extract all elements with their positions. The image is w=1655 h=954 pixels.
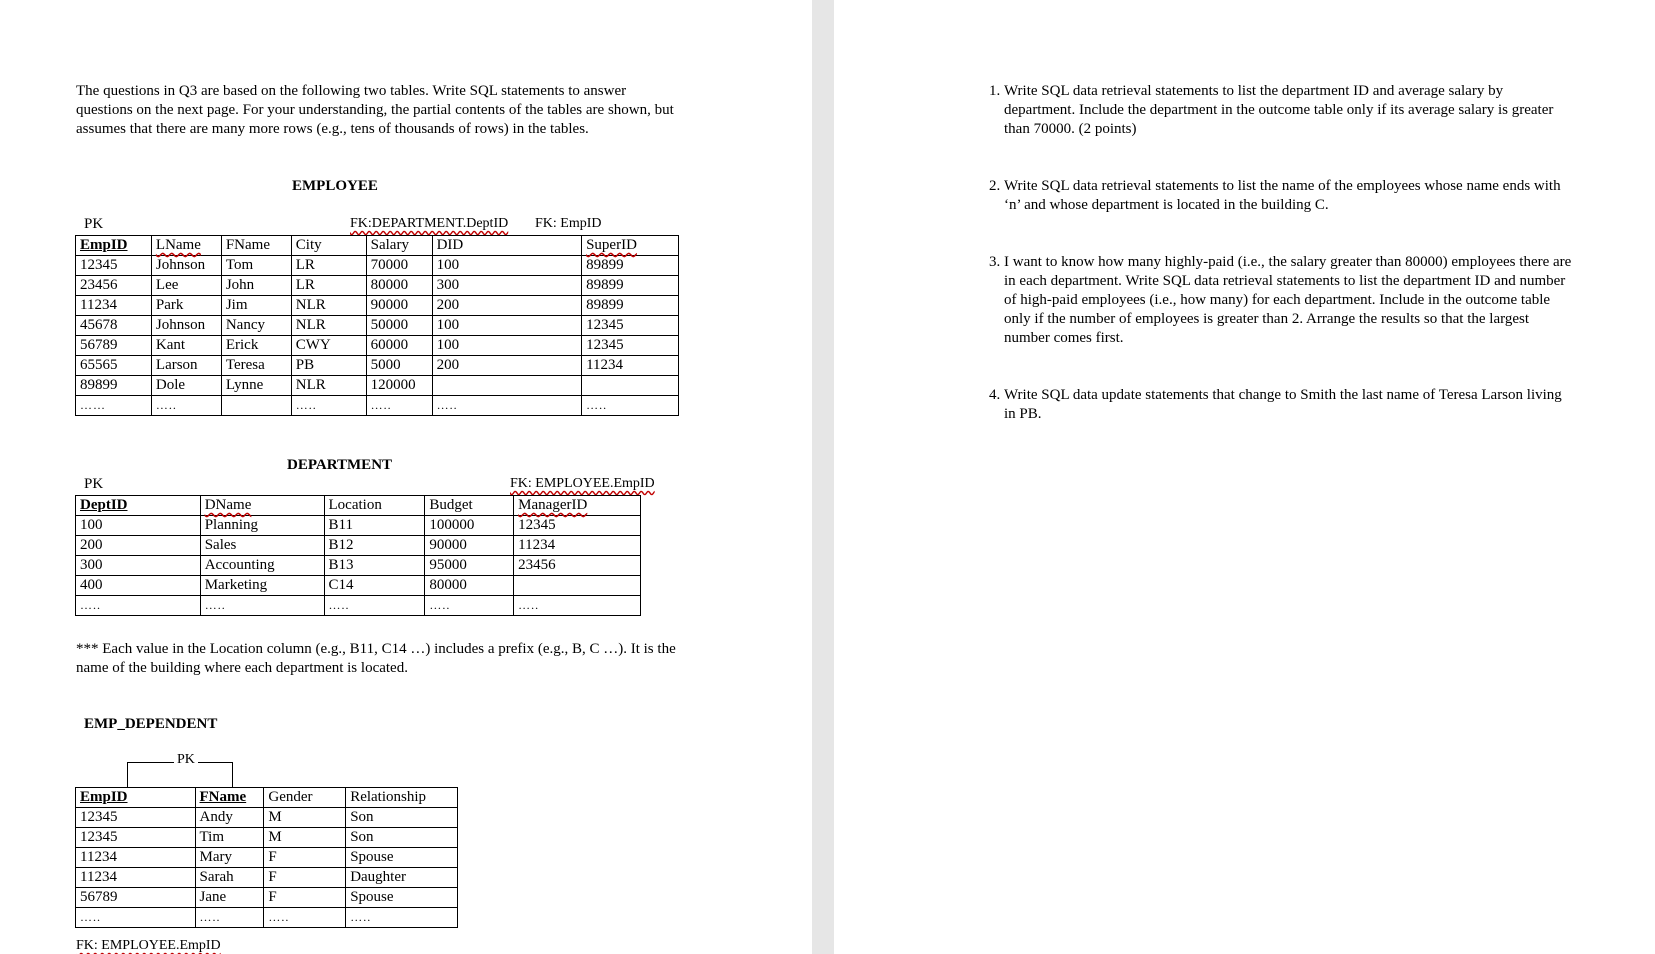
cell [514, 576, 641, 596]
cell: 56789 [76, 336, 152, 356]
cell: 45678 [76, 316, 152, 336]
table-row [76, 556, 641, 576]
cell: M [264, 828, 346, 848]
cell: 200 [76, 536, 201, 556]
cell: ….. [346, 908, 458, 928]
cell: 50000 [366, 316, 432, 336]
cell: 11234 [76, 868, 196, 888]
employee-header-row [76, 236, 679, 256]
employee-title: EMPLOYEE [292, 178, 378, 194]
question-item: 2. Write SQL data retrieval statements to list the name of the employees whose name ends with ‘n’ and whose department is located in the building C. [1004, 177, 1574, 215]
cell: 300 [76, 556, 201, 576]
cell: ….. [76, 908, 196, 928]
question-list [980, 82, 1574, 424]
cell: 60000 [366, 336, 432, 356]
col-header: LName [151, 236, 221, 256]
cell: Daughter [346, 868, 458, 888]
table-row [76, 808, 458, 828]
cell: Teresa [221, 356, 291, 376]
cell: Spouse [346, 848, 458, 868]
cell: 90000 [425, 536, 514, 556]
cell: 56789 [76, 888, 196, 908]
cell: PB [291, 356, 366, 376]
col-header: FName [221, 236, 291, 256]
cell [582, 376, 679, 396]
emp-dependent-title: EMP_DEPENDENT [84, 716, 218, 732]
cell: 70000 [366, 256, 432, 276]
cell [221, 396, 291, 416]
col-header: DeptID [76, 496, 201, 516]
emp-dependent-header-row [76, 788, 458, 808]
department-header-row [76, 496, 641, 516]
page-gutter [812, 0, 834, 954]
cell: Mary [195, 848, 264, 868]
cell: 200 [432, 296, 582, 316]
cell: 95000 [425, 556, 514, 576]
cell: Erick [221, 336, 291, 356]
table-row [76, 848, 458, 868]
cell: 12345 [76, 256, 152, 276]
cell: 89899 [582, 256, 679, 276]
cell: ….. [514, 596, 641, 616]
cell: 12345 [582, 336, 679, 356]
cell: 12345 [582, 316, 679, 336]
cell: Johnson [151, 256, 221, 276]
cell: Planning [200, 516, 324, 536]
cell: NLR [291, 316, 366, 336]
table-row [76, 908, 458, 928]
cell: ….. [582, 396, 679, 416]
cell: Johnson [151, 316, 221, 336]
cell: Lee [151, 276, 221, 296]
cell: 100 [432, 336, 582, 356]
cell: 100 [432, 256, 582, 276]
table-row [76, 868, 458, 888]
cell: Larson [151, 356, 221, 376]
cell: Marketing [200, 576, 324, 596]
cell: Accounting [200, 556, 324, 576]
cell: 12345 [76, 808, 196, 828]
cell: ….. [366, 396, 432, 416]
cell: Sarah [195, 868, 264, 888]
cell: 12345 [514, 516, 641, 536]
cell: 23456 [76, 276, 152, 296]
col-header: Salary [366, 236, 432, 256]
cell: NLR [291, 376, 366, 396]
cell: 5000 [366, 356, 432, 376]
cell: 12345 [76, 828, 196, 848]
col-header: SuperID [582, 236, 679, 256]
col-header: EmpID [76, 236, 152, 256]
emp-dependent-fk-label: FK: EMPLOYEE.EmpID [76, 938, 221, 953]
table-row [76, 356, 679, 376]
cell: John [221, 276, 291, 296]
cell: F [264, 888, 346, 908]
table-row [76, 316, 679, 336]
cell: ….. [76, 596, 201, 616]
table-row [76, 256, 679, 276]
cell: LR [291, 256, 366, 276]
cell: …… [76, 396, 152, 416]
cell: NLR [291, 296, 366, 316]
cell: 90000 [366, 296, 432, 316]
cell: M [264, 808, 346, 828]
cell: 80000 [425, 576, 514, 596]
table-row [76, 376, 679, 396]
emp-dependent-table [75, 787, 458, 928]
cell: 11234 [514, 536, 641, 556]
department-table [75, 495, 641, 616]
emp-dependent-pk-label: PK [174, 752, 198, 768]
col-header: Gender [264, 788, 346, 808]
table-row [76, 336, 679, 356]
col-header: City [291, 236, 366, 256]
cell: B12 [324, 536, 425, 556]
cell: Tim [195, 828, 264, 848]
cell: Andy [195, 808, 264, 828]
cell: 120000 [366, 376, 432, 396]
cell: 100 [76, 516, 201, 536]
cell: C14 [324, 576, 425, 596]
col-header: Budget [425, 496, 514, 516]
cell: 400 [76, 576, 201, 596]
cell: Nancy [221, 316, 291, 336]
cell: 100000 [425, 516, 514, 536]
question-item: 3. I want to know how many highly-paid (i.e., the salary greater than 80000) employees there are in each department. Write SQL data retrieval statements to list the department ID and number of high-paid employees (i.e., how many) for each department. Include in the outcome table only if the number of employees is greater than 2. Arrange the results so that the largest number comes first. [1004, 253, 1574, 348]
cell: 11234 [76, 848, 196, 868]
intro-paragraph: The questions in Q3 are based on the following two tables. Write SQL statements to answer questions on the next page. For your understanding, the partial contents of the tables are shown, but assumes that there are many more rows (e.g., tens of thousands of rows) in the tables. [76, 83, 674, 137]
employee-fk-dept-label: FK:DEPARTMENT.DeptID [350, 216, 509, 231]
cell: 89899 [76, 376, 152, 396]
cell: Son [346, 808, 458, 828]
cell: Spouse [346, 888, 458, 908]
cell: Tom [221, 256, 291, 276]
cell: F [264, 868, 346, 888]
cell: 11234 [582, 356, 679, 376]
table-row [76, 276, 679, 296]
cell: 200 [432, 356, 582, 376]
cell: CWY [291, 336, 366, 356]
col-header: Relationship [346, 788, 458, 808]
col-header: DName [200, 496, 324, 516]
cell: Jane [195, 888, 264, 908]
cell: ….. [264, 908, 346, 928]
table-row [76, 396, 679, 416]
employee-pk-label: PK [84, 216, 104, 232]
col-header: Location [324, 496, 425, 516]
cell: ….. [200, 596, 324, 616]
question-item: 4. Write SQL data update statements that change to Smith the last name of Teresa Larson living in PB. [1004, 386, 1574, 424]
cell: Lynne [221, 376, 291, 396]
cell: B11 [324, 516, 425, 536]
cell: B13 [324, 556, 425, 576]
cell: ….. [324, 596, 425, 616]
cell: 65565 [76, 356, 152, 376]
cell: 300 [432, 276, 582, 296]
cell: LR [291, 276, 366, 296]
fk-emp-text: FK: EmpID [535, 216, 602, 231]
cell: Park [151, 296, 221, 316]
table-row [76, 516, 641, 536]
col-header: FName [195, 788, 264, 808]
location-note: *** Each value in the Location column (e.g., B11, C14 …) includes a prefix (e.g., B, C …). It is the name of the building where each department is located. [76, 641, 676, 676]
cell: 23456 [514, 556, 641, 576]
cell: 11234 [76, 296, 152, 316]
cell: Dole [151, 376, 221, 396]
table-row [76, 596, 641, 616]
cell: ….. [195, 908, 264, 928]
department-fk-label: FK: EMPLOYEE.EmpID [510, 476, 655, 491]
table-row [76, 828, 458, 848]
table-row [76, 576, 641, 596]
table-row [76, 536, 641, 556]
employee-table [75, 235, 679, 416]
cell: 80000 [366, 276, 432, 296]
department-pk-label: PK [84, 476, 104, 492]
cell: 100 [432, 316, 582, 336]
col-header: ManagerID [514, 496, 641, 516]
cell: ….. [432, 396, 582, 416]
cell: Jim [221, 296, 291, 316]
question-item: 1. Write SQL data retrieval statements to list the department ID and average salary by department. Include the department in the outcome table only if its average salary is greater than 70000. (2 points) [1004, 82, 1574, 139]
cell: Son [346, 828, 458, 848]
col-header: EmpID [76, 788, 196, 808]
cell: Sales [200, 536, 324, 556]
cell: 89899 [582, 276, 679, 296]
cell: ….. [151, 396, 221, 416]
col-header: DID [432, 236, 582, 256]
cell: 89899 [582, 296, 679, 316]
cell: F [264, 848, 346, 868]
cell: ….. [291, 396, 366, 416]
cell: ….. [425, 596, 514, 616]
cell [432, 376, 582, 396]
cell: Kant [151, 336, 221, 356]
table-row [76, 888, 458, 908]
department-title: DEPARTMENT [287, 457, 393, 473]
table-row [76, 296, 679, 316]
employee-fk-emp-label [535, 216, 602, 232]
